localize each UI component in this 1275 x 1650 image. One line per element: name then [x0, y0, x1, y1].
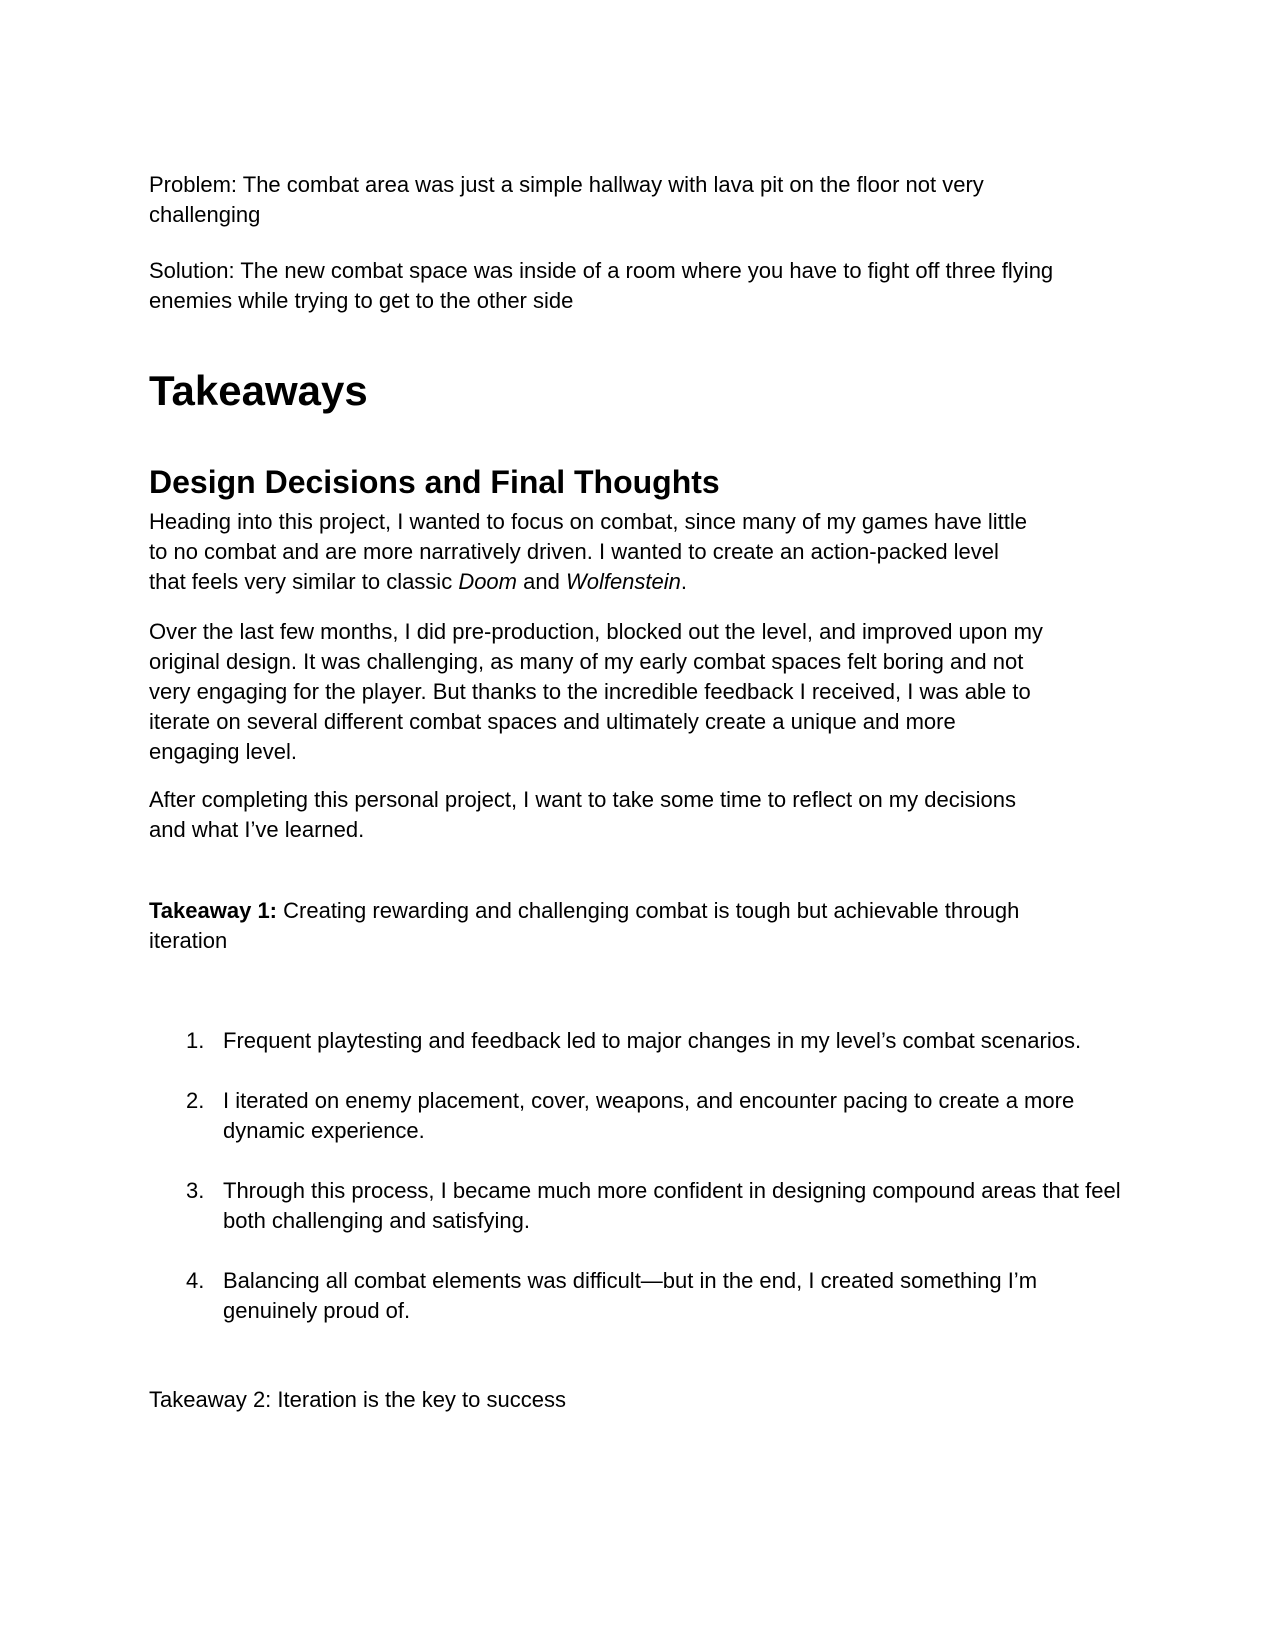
list-item-text: Frequent playtesting and feedback led to major changes in my level’s combat scenarios. [223, 1028, 1082, 1053]
takeaway-1-paragraph [149, 896, 1049, 956]
problem-label: Problem: [149, 172, 238, 197]
list-item-text: Balancing all combat elements was difficult—but in the end, I created something I’m genuinely proud of. [223, 1268, 1038, 1323]
intro-text-end: . [680, 569, 688, 594]
doom-title: Doom [458, 569, 517, 594]
section-heading: Design Decisions and Final Thoughts [149, 464, 720, 500]
takeaway-1-list [149, 1026, 1129, 1356]
list-item-text: Through this process, I became much more confident in designing compound areas that feel both challenging and satisfying. [223, 1178, 1121, 1233]
reflection-paragraph: After completing this personal project, I want to take some time to reflect on my decisions and what I’ve learned. [149, 787, 1016, 842]
solution-text: The new combat space was inside of a room where you have to fight off three flying enemies while trying to get to the other side [149, 258, 1054, 313]
takeaways-heading: Takeaways [149, 367, 368, 414]
list-item [149, 1176, 1129, 1236]
problem-text: The combat area was just a simple hallway with lava pit on the floor not very challenging [149, 172, 984, 227]
list-item-number: 3. [186, 1178, 205, 1203]
list-item-number: 4. [186, 1268, 205, 1293]
intro-text-start: Heading into this project, I wanted to focus on combat, since many of my games have little to no combat and are more narratively driven. I wanted to create an action-packed level that feels very similar to classic [149, 509, 1028, 594]
list-item-text: I iterated on enemy placement, cover, weapons, and encounter pacing to create a more dynamic experience. [223, 1088, 1075, 1143]
takeaway-1-text: Creating rewarding and challenging combat is tough but achievable through iteration [149, 898, 1020, 953]
list-item [149, 1026, 1129, 1056]
list-item [149, 1266, 1129, 1326]
intro-text-middle: and [517, 569, 566, 594]
list-item-number: 2. [186, 1088, 205, 1113]
list-item [149, 1086, 1129, 1146]
takeaway-1-label: Takeaway 1: [149, 898, 278, 923]
problem-paragraph [149, 170, 1009, 230]
wolfenstein-title: Wolfenstein [565, 569, 681, 594]
process-paragraph: Over the last few months, I did pre-production, blocked out the level, and improved upon my original design. It was challenging, as many of my early combat spaces felt boring and not very engaging for the player. But thanks to the incredible feedback I received, I was able to iterate on several different combat spaces and ultimately create a unique and more engaging level. [149, 619, 1043, 764]
takeaway-2-paragraph: Takeaway 2: Iteration is the key to success [149, 1387, 566, 1412]
intro-paragraph [149, 507, 1029, 597]
list-item-number: 1. [186, 1028, 205, 1053]
solution-label: Solution: [149, 258, 235, 283]
solution-paragraph [149, 256, 1079, 316]
